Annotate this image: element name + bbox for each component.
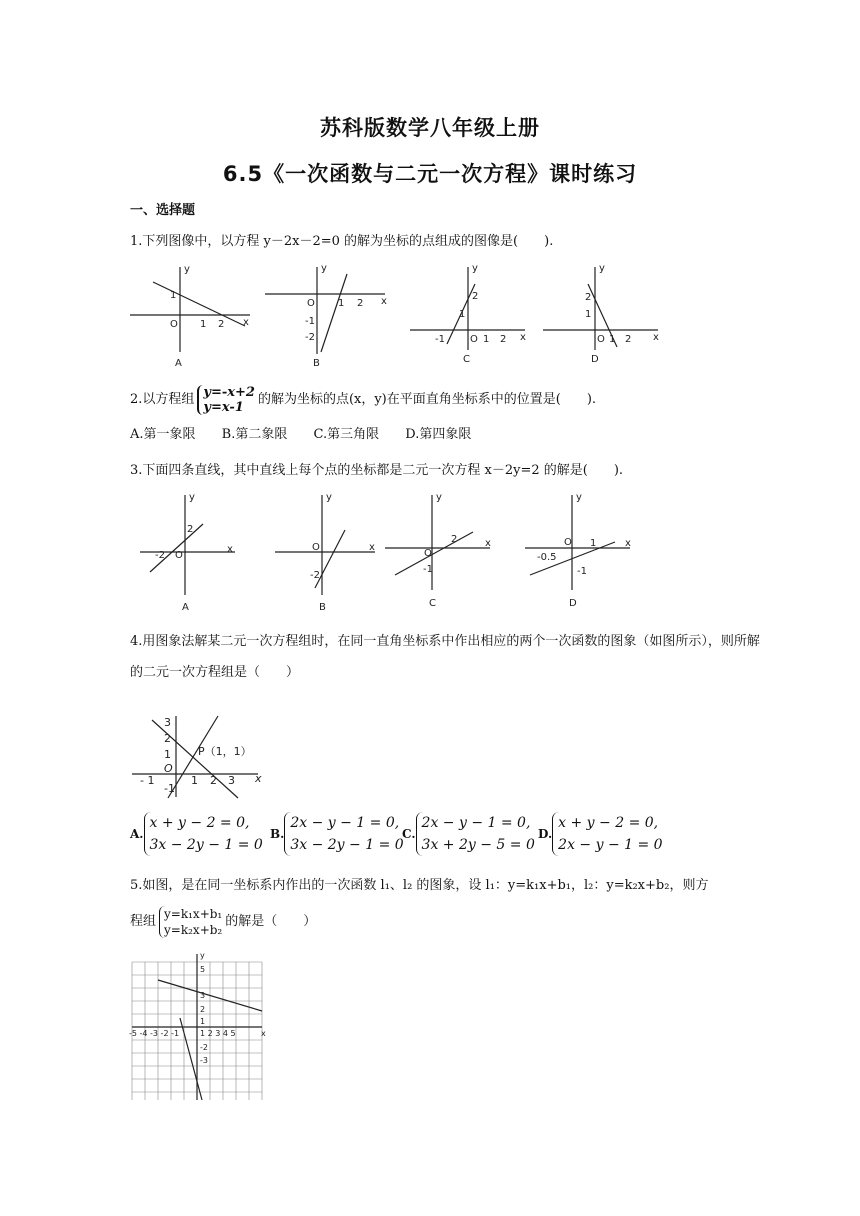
svg-text:2: 2 [218,319,225,330]
question-2-text [130,384,596,416]
svg-text:2: 2 [357,298,364,309]
q2-system [197,385,255,415]
q2-option-b[interactable]: B.第二象限 [221,427,288,442]
svg-text:2: 2 [210,774,217,787]
q3-label-c: C [429,598,436,609]
q1-label-a: A [175,358,182,369]
svg-text:x: x [625,538,631,549]
svg-text:-1: -1 [164,782,175,795]
svg-text:-1: -1 [435,334,445,345]
svg-text:x: x [261,1029,266,1038]
svg-text:y: y [200,951,205,960]
svg-text:-0.5: -0.5 [537,552,557,563]
q4-option-b[interactable]: B.2x − y − 1 = 0, 3x − 2y − 1 = 0 [270,812,404,856]
q3-label-a: A [182,602,189,613]
svg-text:2: 2 [164,732,171,745]
question-5-text-a: 5.如图，是在同一坐标系内作出的一次函数 l₁、l₂ 的图象，设 l₁：y=k₁x+b₁，l₂：y=k₂x+b₂，则方 [130,878,709,893]
svg-text:x: x [485,538,491,549]
question-4-graph [130,712,270,800]
q2-eq2: y=x-1 [203,399,244,415]
svg-text:2: 2 [187,524,194,535]
svg-text:O: O [424,548,432,559]
svg-text:x: x [381,296,387,307]
q2-option-d[interactable]: D.第四象限 [405,427,472,442]
q2-suffix: 的解为坐标的点(x，y)在平面直角坐标系中的位置是( ). [257,392,597,407]
q1-label-b: B [313,358,320,369]
q2-option-c[interactable]: C.第三角限 [313,427,380,442]
svg-text:-2: -2 [200,1043,208,1052]
svg-text:1: 1 [200,1017,206,1026]
svg-text:x: x [369,542,375,553]
svg-text:1: 1 [338,298,345,309]
q3-label-d: D [569,598,577,609]
svg-text:- 1: - 1 [140,774,155,787]
svg-text:O: O [564,537,572,548]
q3-label-b: B [319,602,326,613]
svg-text:O: O [175,550,183,561]
svg-text:y: y [189,492,195,503]
svg-text:3: 3 [200,991,206,1000]
q4-option-a[interactable]: A.x + y − 2 = 0, 3x − 2y − 1 = 0 [130,812,263,856]
svg-text:O: O [170,319,178,330]
svg-text:5: 5 [200,965,206,974]
svg-text:1: 1 [585,309,592,320]
svg-text:-2: -2 [305,332,315,343]
q2-prefix: 2.以方程组 [130,392,195,407]
svg-text:y: y [436,492,442,503]
q2-eq1: y=-x+2 [203,384,255,400]
svg-text:x: x [520,332,526,343]
q1-label-c: C [463,354,470,365]
doc-title: 苏科版数学八年级上册 [320,116,540,140]
svg-text:3: 3 [164,716,171,729]
svg-text:O: O [307,298,315,309]
svg-text:-1: -1 [305,316,315,327]
svg-text:x: x [227,544,233,555]
svg-text:3: 3 [228,774,235,787]
svg-text:-5 -4 -3 -2 -1: -5 -4 -3 -2 -1 [129,1029,180,1038]
svg-text:x: x [653,332,659,343]
svg-text:1: 1 [483,334,490,345]
svg-text:2: 2 [451,534,458,545]
svg-text:O: O [312,542,320,553]
svg-text:x: x [243,317,249,328]
doc-subtitle: 6.5《一次函数与二元一次方程》课时练习 [222,162,638,186]
question-4-text: 4.用图象法解某二元一次方程组时，在同一直角坐标系中作出相应的两个一次函数的图象（如图所示），则所解的二元一次方程组是（ ） [130,634,760,680]
svg-text:-2: -2 [310,570,320,581]
svg-text:x: x [255,772,262,785]
svg-text:y: y [599,263,605,274]
svg-text:2: 2 [500,334,507,345]
svg-text:2: 2 [625,334,632,345]
svg-text:O: O [470,334,478,345]
svg-text:-3: -3 [200,1056,208,1065]
svg-text:1: 1 [200,319,207,330]
question-5-text-b: 程组y=k₁x+b₁ y=k₂x+b₂的解是（ ） [130,906,317,937]
svg-text:2: 2 [585,292,592,303]
q2-option-a[interactable]: A.第一象限 [130,427,196,442]
svg-text:y: y [321,263,327,274]
question-1-graphs [125,262,665,372]
svg-text:1: 1 [459,309,466,320]
question-5-grid-graph [128,950,268,1102]
question-3-text: 3.下面四条直线，其中直线上每个点的坐标都是二元一次方程 x－2y=2 的解是( ). [130,463,624,478]
svg-text:1 2 3 4 5: 1 2 3 4 5 [200,1029,236,1038]
svg-text:-2: -2 [155,550,165,561]
svg-text:y: y [472,263,478,274]
svg-text:y: y [326,492,332,503]
q1-label-d: D [591,354,599,365]
question-3-graphs [135,490,635,615]
svg-text:1: 1 [191,774,198,787]
svg-text:-1: -1 [423,564,433,575]
svg-text:O: O [164,762,173,775]
svg-text:1: 1 [590,538,597,549]
q4-option-d[interactable]: D.x + y − 2 = 0, 2x − y − 1 = 0 [538,812,663,856]
svg-text:1: 1 [609,334,616,345]
svg-text:y: y [576,492,582,503]
section-heading: 一、选择题 [130,203,196,218]
svg-text:y: y [184,264,190,275]
svg-text:1: 1 [164,748,171,761]
question-2-options [130,425,493,445]
svg-text:2: 2 [200,1005,206,1014]
q4-point-label: P（1，1） [198,745,252,758]
svg-text:1: 1 [170,290,177,301]
question-1-text: 1.下列图像中，以方程 y－2x－2=0 的解为坐标的点组成的图像是( ). [130,234,554,249]
svg-text:2: 2 [472,291,479,302]
svg-text:O: O [597,334,605,345]
svg-text:-1: -1 [577,566,587,577]
q4-option-c[interactable]: C.2x − y − 1 = 0, 3x + 2y − 5 = 0 [402,812,535,856]
